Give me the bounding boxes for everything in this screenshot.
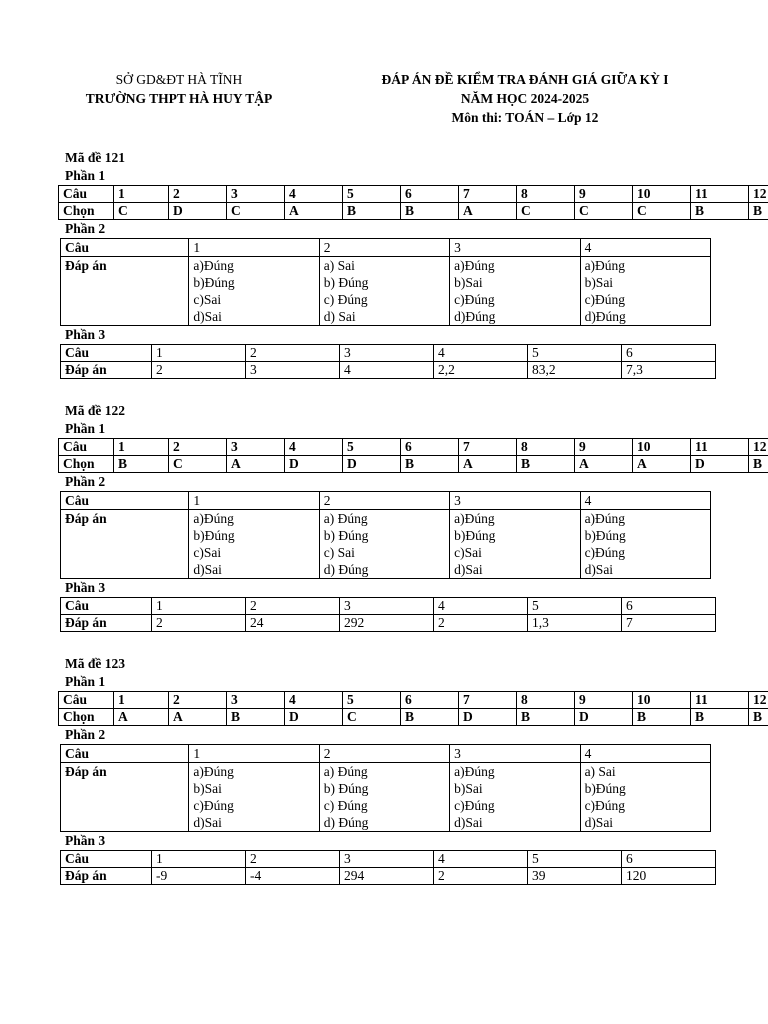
question-number: 1 [189,492,319,510]
question-number: 7 [459,439,517,456]
part1-question-row [59,186,768,203]
part2-answer-row [61,763,711,832]
part2-question-row [61,745,711,763]
question-number: 3 [227,692,285,709]
question-number: 3 [227,186,285,203]
question-number: 12 [749,439,768,456]
question-number: 4 [580,239,710,257]
question-number: 1 [189,239,319,257]
question-number: 6 [401,692,459,709]
part1-answer-row [59,709,768,726]
part3-answer-row [61,868,716,885]
question-number: 5 [528,598,622,615]
cau-label: Câu [59,186,114,203]
answer-cell: C [227,203,285,220]
statement-answer: d)Sai [193,815,222,830]
answer-cell: C [169,456,227,473]
statement-answer: b)Đúng [193,275,235,290]
question-number: 2 [246,345,340,362]
question-number: 6 [401,439,459,456]
part1-table [58,185,768,220]
cau-label: Câu [59,439,114,456]
statement-answer: b) Đúng [323,528,369,543]
question-number: 5 [343,692,401,709]
cau-label: Câu [61,745,189,763]
answer-cell: B [691,709,749,726]
part2-heading: Phần 2 [65,727,106,742]
answer-cell: C [114,203,169,220]
part2-heading: Phần 2 [65,221,106,236]
answer-cell [319,510,449,579]
answer-cell: -9 [152,868,246,885]
answer-cell: 1,3 [528,615,622,632]
header-right [340,70,710,127]
statement-answer: d)Sai [454,815,483,830]
statement-answer: b)Đúng [454,528,496,543]
answer-cell: 24 [246,615,340,632]
statement-answer: a)Đúng [454,511,495,526]
question-number: 1 [152,345,246,362]
statement-answer: c)Sai [454,545,482,560]
statement-answer: d)Sai [584,815,614,830]
part2-question-row [61,492,711,510]
answer-cell: A [459,203,517,220]
answer-cell: D [285,709,343,726]
school-name: TRƯỜNG THPT HÀ HUY TẬP [85,91,273,106]
part1-table [58,691,768,726]
answer-cell: D [343,456,401,473]
statement-answer: c) Đúng [323,292,368,307]
part3-heading: Phần 3 [65,580,106,595]
answer-cell: B [633,709,691,726]
statement-answer: a) Đúng [323,511,368,526]
statement-answer: d)Đúng [454,309,496,324]
question-number: 4 [434,598,528,615]
answer-cell: A [114,709,169,726]
exam-code-title: Mã đề 123 [65,656,125,671]
statement-answer: a)Đúng [584,258,626,273]
question-number: 7 [459,692,517,709]
question-number: 3 [450,239,580,257]
exam-code-title: Mã đề 121 [65,150,125,165]
answer-cell: B [749,456,768,473]
answer-cell [450,510,580,579]
question-number: 1 [189,745,319,763]
question-number: 4 [285,186,343,203]
part1-heading: Phần 1 [65,168,106,183]
statement-answer: b) Đúng [323,275,369,290]
dap-an-label: Đáp án [61,868,152,885]
question-number: 8 [517,692,575,709]
answer-cell: 39 [528,868,622,885]
statement-answer: c) Sai [323,545,355,560]
department-name: SỞ GD&ĐT HÀ TĨNH [115,72,243,87]
statement-answer: b)Đúng [584,528,626,543]
part3-table [60,344,716,379]
question-number: 12 [749,186,768,203]
part3-answer-row [61,362,716,379]
answer-cell: B [114,456,169,473]
part1-heading: Phần 1 [65,674,106,689]
question-number: 10 [633,692,691,709]
statement-answer: d)Sai [193,309,222,324]
answer-cell [189,257,319,326]
statement-answer: a) Sai [584,764,616,779]
answer-cell: 4 [340,362,434,379]
answer-cell: 3 [246,362,340,379]
answer-cell: B [401,456,459,473]
question-number: 5 [343,186,401,203]
part3-table [60,850,716,885]
answer-cell: A [285,203,343,220]
question-number: 2 [246,851,340,868]
statement-answer: b) Đúng [323,781,369,796]
part3-table [60,597,716,632]
answer-cell: A [169,709,227,726]
question-number: 4 [580,745,710,763]
cau-label: Câu [61,345,152,362]
question-number: 8 [517,186,575,203]
question-number: 3 [340,598,434,615]
exam-code-title: Mã đề 122 [65,403,125,418]
question-number: 1 [152,598,246,615]
statement-answer: c) Đúng [323,798,368,813]
statement-answer: d) Đúng [323,562,369,577]
question-number: 3 [227,439,285,456]
question-number: 3 [340,851,434,868]
header-left [64,70,294,108]
question-number: 11 [691,439,749,456]
school-year: NĂM HỌC 2024-2025 [460,91,590,106]
answer-cell: 2 [434,868,528,885]
question-number: 5 [528,345,622,362]
statement-answer: a)Đúng [193,764,234,779]
exam-code-section [58,401,767,632]
statement-answer: d)Sai [454,562,483,577]
statement-answer: b)Sai [454,275,483,290]
statement-answer: a)Đúng [193,511,234,526]
question-number: 2 [169,186,227,203]
part2-answer-row [61,257,711,326]
exam-code-section [58,654,767,885]
cau-label: Câu [61,239,189,257]
answer-cell [319,257,449,326]
part2-answer-row [61,510,711,579]
statement-answer: c)Đúng [584,798,626,813]
answer-cell: D [169,203,227,220]
question-number: 6 [622,598,716,615]
question-number: 4 [285,692,343,709]
cau-label: Câu [61,851,152,868]
answer-cell: 292 [340,615,434,632]
statement-answer: b)Đúng [193,528,235,543]
part2-table [60,491,711,579]
answer-cell: A [227,456,285,473]
question-number: 6 [401,186,459,203]
question-number: 1 [114,186,169,203]
question-number: 6 [622,345,716,362]
statement-answer: d)Sai [584,562,614,577]
statement-answer: b)Sai [193,781,222,796]
answer-cell: 7,3 [622,362,716,379]
question-number: 2 [169,692,227,709]
answer-cell: A [575,456,633,473]
answer-cell [189,510,319,579]
question-number: 4 [285,439,343,456]
question-number: 7 [459,186,517,203]
question-number: 4 [434,851,528,868]
question-number: 4 [580,492,710,510]
answer-cell: B [691,203,749,220]
answer-cell [580,257,710,326]
answer-cell: 2 [152,362,246,379]
statement-answer: d)Sai [193,562,222,577]
question-number: 4 [434,345,528,362]
chon-label: Chọn [59,203,114,220]
answer-cell: 120 [622,868,716,885]
answer-cell: -4 [246,868,340,885]
question-number: 10 [633,186,691,203]
question-number: 5 [343,439,401,456]
question-number: 2 [169,439,227,456]
statement-answer: b)Sai [454,781,483,796]
answer-cell: C [633,203,691,220]
question-number: 8 [517,439,575,456]
dap-an-label: Đáp án [61,510,189,579]
question-number: 3 [450,745,580,763]
statement-answer: a) Đúng [323,764,368,779]
question-number: 12 [749,692,768,709]
question-number: 6 [622,851,716,868]
answer-cell: 2 [434,615,528,632]
part1-question-row [59,692,768,709]
document-title: ĐÁP ÁN ĐỀ KIỂM TRA ĐÁNH GIÁ GIỮA KỲ I [381,72,669,87]
question-number: 2 [319,492,449,510]
answer-cell: B [749,709,768,726]
statement-answer: d) Sai [323,309,356,324]
answer-cell: B [517,456,575,473]
statement-answer: d) Đúng [323,815,369,830]
question-number: 2 [319,745,449,763]
answer-cell: D [285,456,343,473]
question-number: 3 [450,492,580,510]
statement-answer: d)Đúng [584,309,626,324]
part3-answer-row [61,615,716,632]
exam-code-section [58,148,767,379]
subject-line: Môn thi: TOÁN – Lớp 12 [451,110,599,125]
answer-cell: 7 [622,615,716,632]
question-number: 1 [114,692,169,709]
question-number: 2 [246,598,340,615]
answer-cell [580,510,710,579]
question-number: 2 [319,239,449,257]
dap-an-label: Đáp án [61,615,152,632]
answer-cell [319,763,449,832]
part1-question-row [59,439,768,456]
statement-answer: a)Đúng [454,764,495,779]
answer-cell [450,763,580,832]
chon-label: Chọn [59,456,114,473]
question-number: 9 [575,692,633,709]
answer-cell: D [575,709,633,726]
part3-question-row [61,345,716,362]
part1-table [58,438,768,473]
part2-question-row [61,239,711,257]
question-number: 11 [691,186,749,203]
question-number: 5 [528,851,622,868]
answer-cell [189,763,319,832]
part3-heading: Phần 3 [65,327,106,342]
part1-answer-row [59,203,768,220]
answer-cell: B [401,203,459,220]
cau-label: Câu [61,492,189,510]
answer-cell: C [517,203,575,220]
statement-answer: c)Đúng [454,292,495,307]
question-number: 11 [691,692,749,709]
statement-answer: c)Đúng [584,545,626,560]
part1-answer-row [59,456,768,473]
answer-cell [450,257,580,326]
question-number: 9 [575,186,633,203]
statement-answer: a)Đúng [193,258,234,273]
dap-an-label: Đáp án [61,763,189,832]
part2-table [60,238,711,326]
question-number: 1 [114,439,169,456]
answer-cell: A [459,456,517,473]
statement-answer: c)Đúng [193,798,234,813]
dap-an-label: Đáp án [61,257,189,326]
answer-cell: B [343,203,401,220]
answer-cell: B [749,203,768,220]
answer-cell: 294 [340,868,434,885]
part1-heading: Phần 1 [65,421,106,436]
statement-answer: b)Đúng [584,781,626,796]
answer-cell [580,763,710,832]
statement-answer: c)Sai [193,545,222,560]
dap-an-label: Đáp án [61,362,152,379]
answer-cell: B [401,709,459,726]
statement-answer: c)Sai [193,292,222,307]
part2-heading: Phần 2 [65,474,106,489]
answer-cell: D [459,709,517,726]
statement-answer: a)Đúng [454,258,495,273]
answer-cell: D [691,456,749,473]
statement-answer: a) Sai [323,258,355,273]
cau-label: Câu [59,692,114,709]
question-number: 9 [575,439,633,456]
part3-question-row [61,598,716,615]
part2-table [60,744,711,832]
answer-cell: A [633,456,691,473]
question-number: 10 [633,439,691,456]
statement-answer: b)Sai [584,275,614,290]
answer-cell: B [517,709,575,726]
part3-question-row [61,851,716,868]
answer-cell: 83,2 [528,362,622,379]
part3-heading: Phần 3 [65,833,106,848]
answer-cell: B [227,709,285,726]
question-number: 1 [152,851,246,868]
answer-cell: 2,2 [434,362,528,379]
statement-answer: a)Đúng [584,511,626,526]
answer-cell: C [343,709,401,726]
answer-cell: C [575,203,633,220]
answer-cell: 2 [152,615,246,632]
statement-answer: c)Đúng [454,798,495,813]
statement-answer: c)Đúng [584,292,626,307]
chon-label: Chọn [59,709,114,726]
question-number: 3 [340,345,434,362]
cau-label: Câu [61,598,152,615]
